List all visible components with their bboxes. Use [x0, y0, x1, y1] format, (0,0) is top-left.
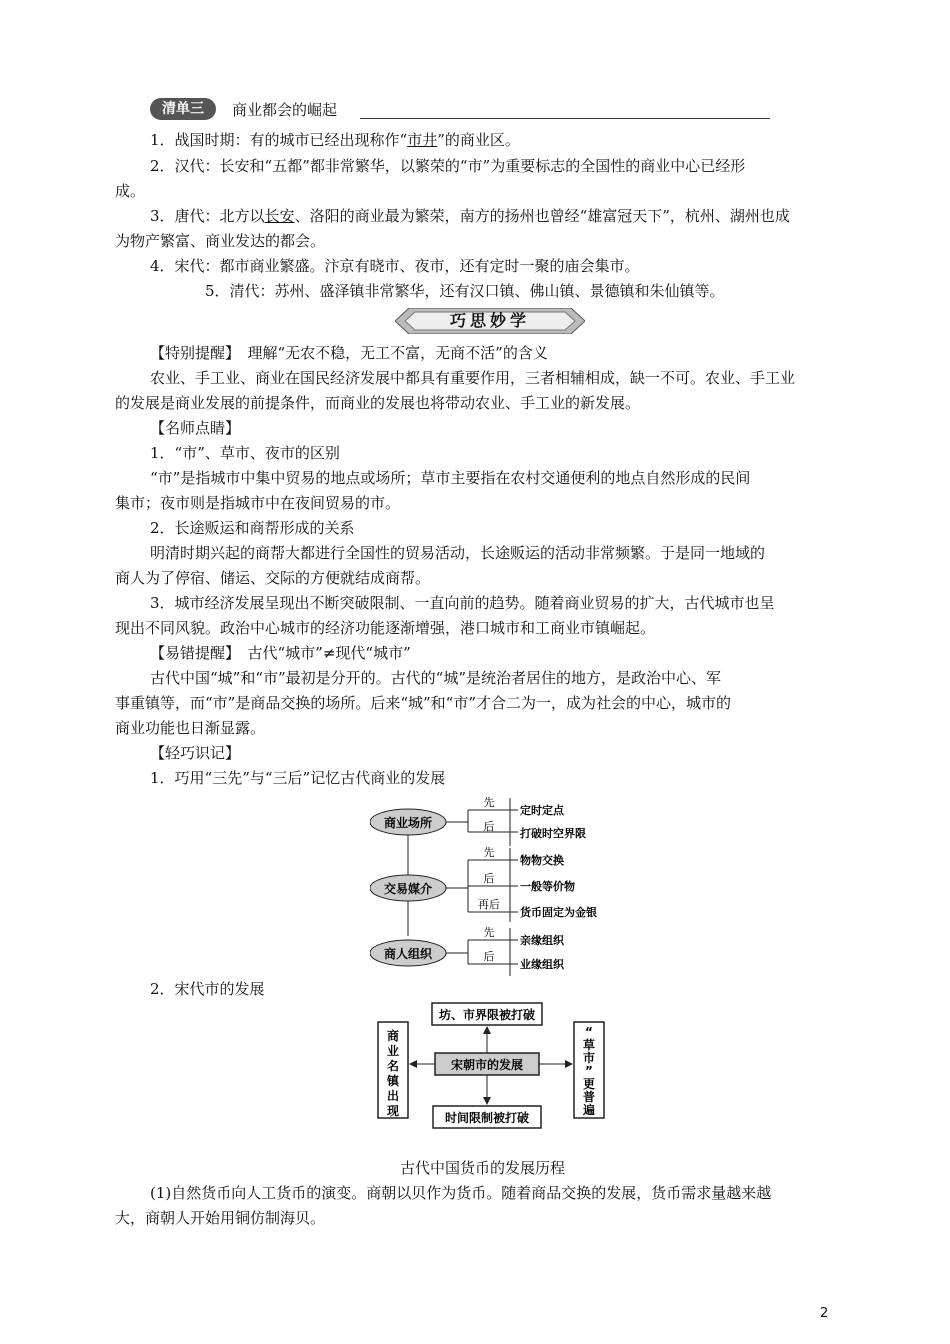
leaf: 一般等价物: [520, 880, 575, 893]
leaf: 物物交换: [520, 854, 564, 867]
currency-title: 古代中国货币的发展历程: [400, 1159, 566, 1177]
underlined-term: 市井: [407, 131, 438, 149]
center-label: 宋朝市的发展: [450, 1058, 524, 1072]
section-title: 商业都会的崛起: [232, 101, 338, 119]
teacher-heading: 【名师点睛】: [150, 419, 241, 437]
special-reminder-heading: 【特别提醒】 理解“无农不稳，无工不富，无商不活”的含义: [150, 344, 548, 362]
teacher-point-1-line-2: 集市；夜市则是指城市中在夜间贸易的市。: [115, 494, 401, 512]
underlined-term: 长安: [264, 207, 295, 225]
commerce-development-diagram: [370, 790, 620, 976]
error-reminder-heading: 【易错提醒】 古代“城市”≠现代“城市”: [150, 644, 411, 662]
teacher-point-2-line-1: 明清时期兴起的商帮大都进行全国性的贸易活动，长途贩运的活动非常频繁。于是同一地域的: [150, 544, 766, 562]
teacher-point-2-line-2: 商人为了停宿、储运、交际的方便就结成商帮。: [115, 569, 431, 587]
error-line-1: 古代中国“城”和“市”最初是分开的。古代的“城”是统治者居住的地方，是政治中心、军: [150, 669, 722, 687]
tag: 后: [483, 820, 495, 833]
banner-title: 巧思妙学: [449, 311, 530, 330]
bottom-label: 时间限制被打破: [444, 1111, 530, 1125]
tag: 后: [483, 950, 495, 963]
node-medium: 交易媒介: [383, 882, 433, 896]
teacher-point-2-heading: 2．长途贩运和商帮形成的关系: [150, 519, 355, 537]
tag: 后: [483, 872, 495, 885]
special-line-1: 农业、手工业、商业在国民经济发展中都具有重要作用，三者相辅相成，缺一不可。农业、手工业: [150, 369, 796, 387]
currency-line-1: (1)自然货币向人工货币的演变。商朝以贝作为货币。随着商品交换的发展，货币需求量越来越: [150, 1184, 772, 1202]
item-1: 1．战国时期：有的城市已经出现称作“市井”的商业区。: [150, 131, 520, 149]
error-line-2: 事重镇等，而“市”是商品交换的场所。后来“城”和“市”才合二为一，成为社会的中心，城市的: [115, 694, 732, 712]
leaf: 业缘组织: [520, 958, 564, 971]
song-market-diagram: [375, 1000, 607, 1134]
memory-2-heading: 2．宋代市的发展: [150, 980, 265, 998]
node-org: 商人组织: [383, 947, 433, 961]
right-label: “草市”更普遍: [582, 1025, 596, 1117]
teacher-point-1-line-1: “市”是指城市中集中贸易的地点或场所；草市主要指在农村交通便利的地点自然形成的民间: [150, 469, 751, 487]
item-4: 4．宋代：都市商业繁盛。汴京有晓市、夜市，还有定时一聚的庙会集市。: [150, 257, 640, 275]
section-badge: 清单三: [150, 98, 216, 120]
memory-1-heading: 1．巧用“三先”与“三后”记忆古代商业的发展: [150, 769, 446, 787]
memory-heading: 【轻巧识记】: [150, 744, 241, 762]
currency-line-2: 大，商朝人开始用铜仿制海贝。: [115, 1209, 326, 1227]
tag: 先: [483, 796, 495, 809]
special-line-2: 的发展是商业发展的前提条件，而商业的发展也将带动农业、手工业的新发展。: [115, 394, 641, 412]
node-place: 商业场所: [383, 816, 433, 830]
item-5: 5．清代：苏州、盛泽镇非常繁华，还有汉口镇、佛山镇、景德镇和朱仙镇等。: [205, 282, 725, 300]
leaf: 打破时空界限: [520, 827, 586, 840]
teacher-point-3-line-2: 现出不同风貌。政治中心城市的经济功能逐渐增强，港口城市和工商业市镇崛起。: [115, 619, 656, 637]
tag: 先: [483, 926, 495, 939]
top-label: 坊、市界限被打破: [438, 1008, 536, 1022]
leaf: 货币固定为金银: [520, 906, 597, 919]
tag: 再后: [478, 898, 500, 911]
page-number: 2: [820, 1306, 829, 1321]
item-3-line-2: 为物产繁富、商业发达的都会。: [115, 232, 326, 250]
tag: 先: [483, 846, 495, 859]
item-2-line-1: 2．汉代：长安和“五都”都非常繁华，以繁荣的“市”为重要标志的全国性的商业中心已经形: [150, 157, 746, 175]
error-line-3: 商业功能也日渐显露。: [115, 719, 266, 737]
item-2-line-2: 成。: [115, 182, 146, 200]
title-underline: [360, 118, 770, 119]
teacher-point-1-heading: 1．“市”、草市、夜市的区别: [150, 444, 340, 462]
left-label: 商业名镇出现: [386, 1029, 400, 1118]
leaf: 定时定点: [520, 804, 564, 817]
leaf: 亲缘组织: [520, 934, 564, 947]
teacher-point-3-line-1: 3．城市经济发展呈现出不断突破限制、一直向前的趋势。随着商业贸易的扩大，古代城市也呈: [150, 594, 775, 612]
item-3-line-1: 3．唐代：北方以长安、洛阳的商业最为繁荣，南方的扬州也曾经“雄富冠天下”，杭州、湖州也成: [150, 207, 790, 225]
